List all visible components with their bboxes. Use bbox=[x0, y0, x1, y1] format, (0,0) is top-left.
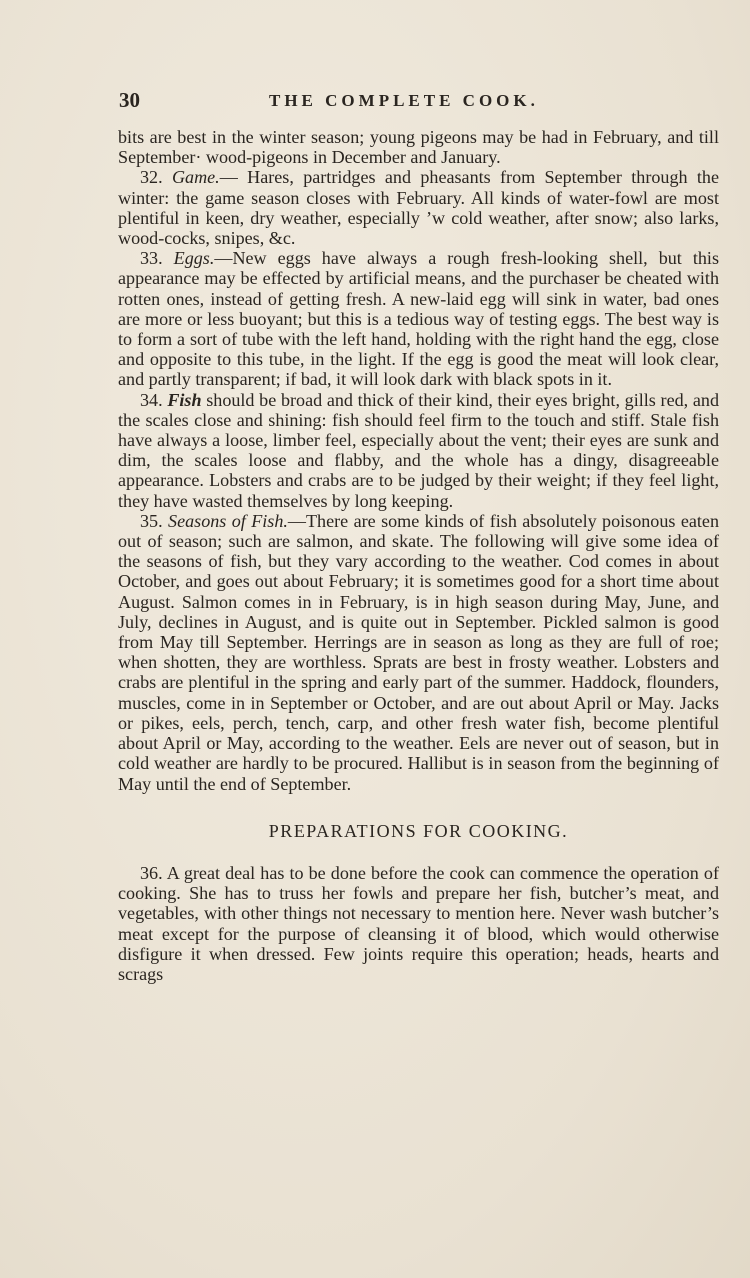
running-title: THE COMPLETE COOK. bbox=[269, 91, 539, 110]
paragraph-33 bbox=[118, 248, 719, 389]
paragraph-36 bbox=[118, 863, 719, 984]
paragraph-number: 36. bbox=[140, 862, 163, 883]
paragraph-number: 35. bbox=[140, 510, 163, 531]
paragraph-title: Seasons of Fish. bbox=[168, 510, 288, 531]
page-header bbox=[119, 88, 719, 114]
paragraph-text: bits are best in the winter season; young pigeons may be had in February, and till September· wood-pigeons in December and January. bbox=[118, 127, 719, 168]
paragraph-32 bbox=[118, 167, 719, 248]
page-body bbox=[118, 127, 719, 984]
paragraph-31-continued bbox=[118, 127, 719, 167]
paragraph-34 bbox=[118, 390, 719, 511]
paragraph-number: 33. bbox=[140, 248, 163, 269]
page-number: 30 bbox=[119, 88, 140, 112]
paragraph-35 bbox=[118, 511, 719, 794]
section-heading: PREPARATIONS FOR COOKING. bbox=[268, 820, 569, 841]
paragraph-text: —New eggs have always a rough fresh-looking shell, but this appearance may be effected by artificial means, and the purchaser be cheated with rotten ones, instead of getting fresh. A new-laid egg will sink in water, bad ones are more or less buoyant; but this is a tedious way of testing eggs. The best way is to form a sort of tube with the left hand, holding with the right hand the egg, close and opposite to this tube, in the light. If the egg is good the meat will look clear, and partly transparent; if bad, it will look dark with black spots in it. bbox=[118, 248, 719, 390]
paragraph-text: A great deal has to be done before the cook can commence the operation of cooking. She has to truss her fowls and prepare her fish, butcher’s meat, and vegetables, with other things not necessary to mention here. Never wash butcher’s meat except for the purpose of cleansing it of blood, which would otherwise disfigure it when dressed. Few joints require this operation; heads, hearts and scrags bbox=[118, 862, 719, 984]
paragraph-number: 34. bbox=[140, 389, 163, 410]
paragraph-text: —There are some kinds of fish absolutely poisonous eaten out of season; such are salmon, and skate. The following will give some idea of the seasons of fish, but they vary according to the weather. Cod comes in about October, and goes out about February; it is sometimes good for a short time about August. Salmon comes in in February, is in high season during May, June, and July, declines in August, and is quite out in September. Pickled salmon is good from May till September. Herrings are in season as long as they are full of roe; when shotten, they are worthless. Sprats are best in frosty weather. Lobsters and crabs are plentiful in the spring and early part of the summer. Haddock, flounders, muscles, come in in September or October, and are out about April or May. Jacks or pikes, eels, perch, tench, carp, and other fresh water fish, become plentiful about April or May, according to the weather. Eels are never out of season, but in cold weather are hardly to be procured. Hallibut is in season from the beginning of May until the end of September. bbox=[118, 510, 719, 794]
paragraph-number: 32. bbox=[140, 167, 163, 188]
paragraph-title: Game. bbox=[171, 167, 220, 188]
paragraph-text: should be broad and thick of their kind, their eyes bright, gills red, and the scales close and shining: fish should feel firm to the touch and stiff. Stale fish have always a loose, limber feel, especially about the vent; their eyes are sunk and dim, the scales loose and flabby, and the whole has a dingy, disagreeable appearance. Lobsters and crabs are to be judged by their weight; if they feel light, they have wasted themselves by long keeping. bbox=[118, 389, 719, 511]
paragraph-title: Fish bbox=[167, 389, 202, 410]
paragraph-title: Eggs. bbox=[173, 248, 215, 269]
paragraph-text: — Hares, partridges and pheasants from September through the winter: the game season closes with February. All kinds of water-fowl are most plentiful in keen, dry weather, especially ’w cold weather, after snow; also larks, wood-cocks, snipes, &c. bbox=[118, 167, 719, 249]
